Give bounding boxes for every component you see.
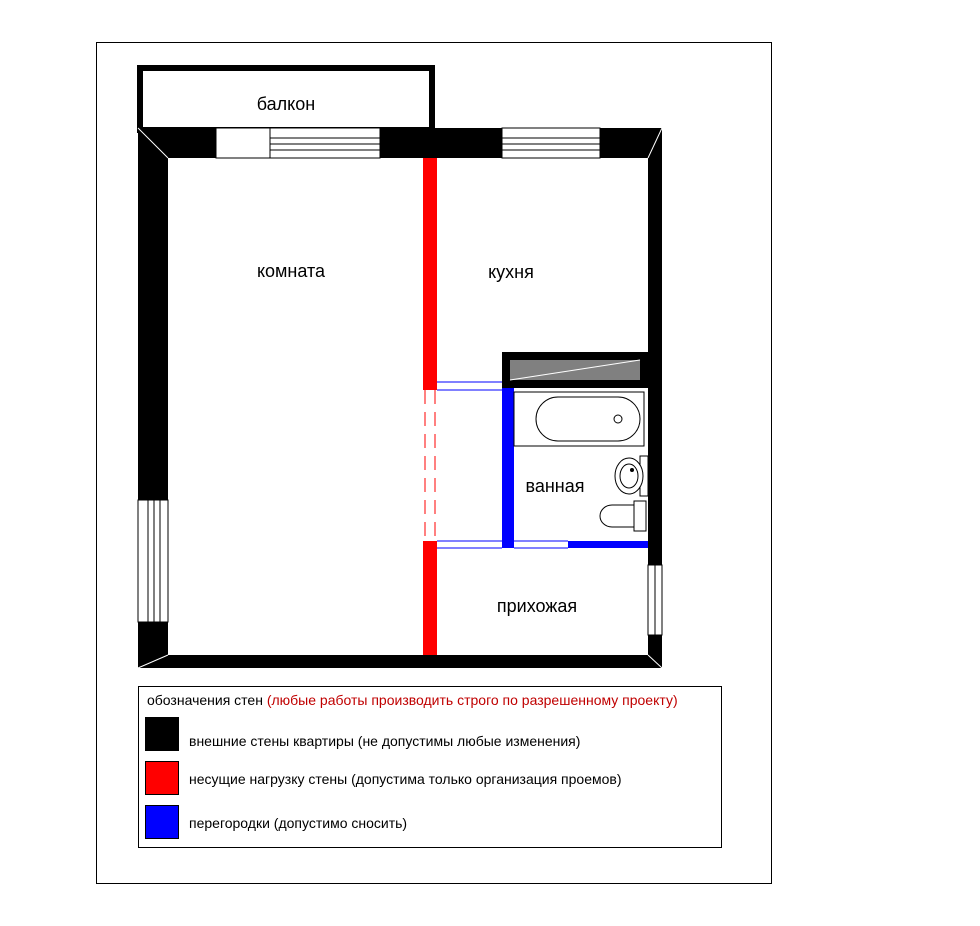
window-left (138, 500, 168, 622)
legend-title-text: обозначения стен (147, 692, 263, 708)
legend-label-load-bearing: несущие нагрузку стены (допустима только организация проемов) (189, 771, 622, 787)
room-label-kitchen: кухня (488, 262, 534, 282)
wall-opening-dashed (425, 390, 435, 541)
load-bearing-wall-upper (423, 158, 437, 390)
legend-swatch-external (145, 717, 179, 751)
legend-swatch-load-bearing (145, 761, 179, 795)
room-label-hallway: прихожая (496, 596, 578, 616)
legend-label-external: внешние стены квартиры (не допустимы любые изменения) (189, 733, 581, 749)
legend-swatch-partition (145, 805, 179, 839)
wall-left-upper (138, 128, 168, 500)
toilet (600, 501, 646, 531)
wall-right-lower (648, 635, 662, 668)
room-label-bathroom: ванная (525, 476, 585, 496)
window-right (648, 565, 662, 635)
wall-right-upper (648, 128, 662, 565)
wall-top-middle (380, 128, 502, 158)
load-bearing-wall-lower (423, 541, 437, 655)
legend-note: (любые работы производить строго по разрешенному проекту) (266, 692, 678, 708)
room-label-room: комната (256, 261, 326, 281)
legend-label-partition: перегородки (допустимо сносить) (189, 815, 408, 831)
partition-bath-bottom (568, 541, 648, 548)
room-label-balcony: балкон (256, 94, 316, 114)
window-top-right (502, 128, 600, 158)
legend-title (147, 692, 678, 708)
wall-bottom (138, 655, 662, 668)
bathtub (514, 392, 644, 446)
sink (615, 456, 648, 496)
partition-bath-left (502, 388, 514, 548)
wall-legend (138, 686, 722, 848)
window-top-left (216, 128, 380, 158)
